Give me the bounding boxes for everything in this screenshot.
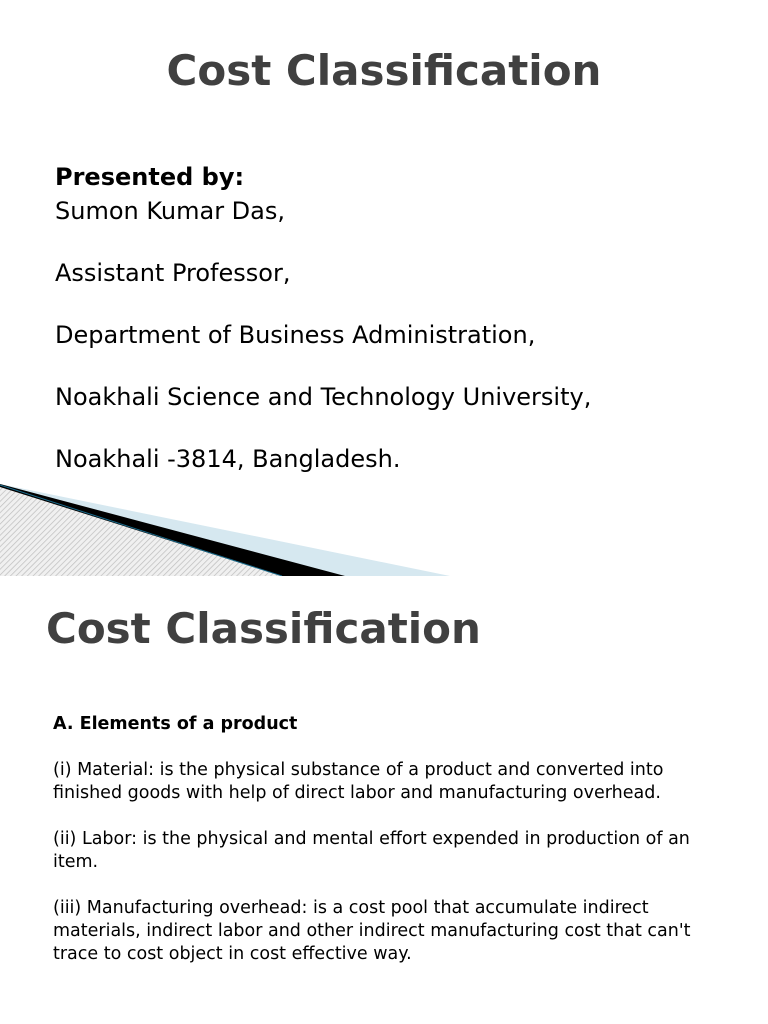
slide-2-title: Cost Classification <box>46 604 481 653</box>
overhead-paragraph: (iii) Manufacturing overhead: is a cost pool that accumulate indirect materials, indirect labor and other indirect manufacturing cost that can't trace to cost object in cost effective way. <box>53 898 691 964</box>
elements-heading: A. Elements of a product <box>53 714 298 734</box>
presenter-block <box>55 165 591 509</box>
presented-by-label: Presented by: <box>55 163 245 191</box>
slide-2 <box>0 576 768 1024</box>
presenter-address: Noakhali -3814, Bangladesh. <box>55 445 401 473</box>
presenter-name: Sumon Kumar Das, <box>55 197 286 225</box>
slide-2-content <box>53 713 723 989</box>
slide-1-title: Cost Classification <box>166 46 602 95</box>
labor-paragraph: (ii) Labor: is the physical and mental effort expended in production of an item. <box>53 829 690 872</box>
decorative-swoosh <box>0 484 768 576</box>
presenter-title: Assistant Professor, <box>55 259 291 287</box>
presenter-department: Department of Business Administration, <box>55 321 536 349</box>
presenter-university: Noakhali Science and Technology University, <box>55 383 592 411</box>
material-paragraph: (i) Material: is the physical substance of a product and converted into finished goods with help of direct labor and manufacturing overhead. <box>53 760 664 803</box>
